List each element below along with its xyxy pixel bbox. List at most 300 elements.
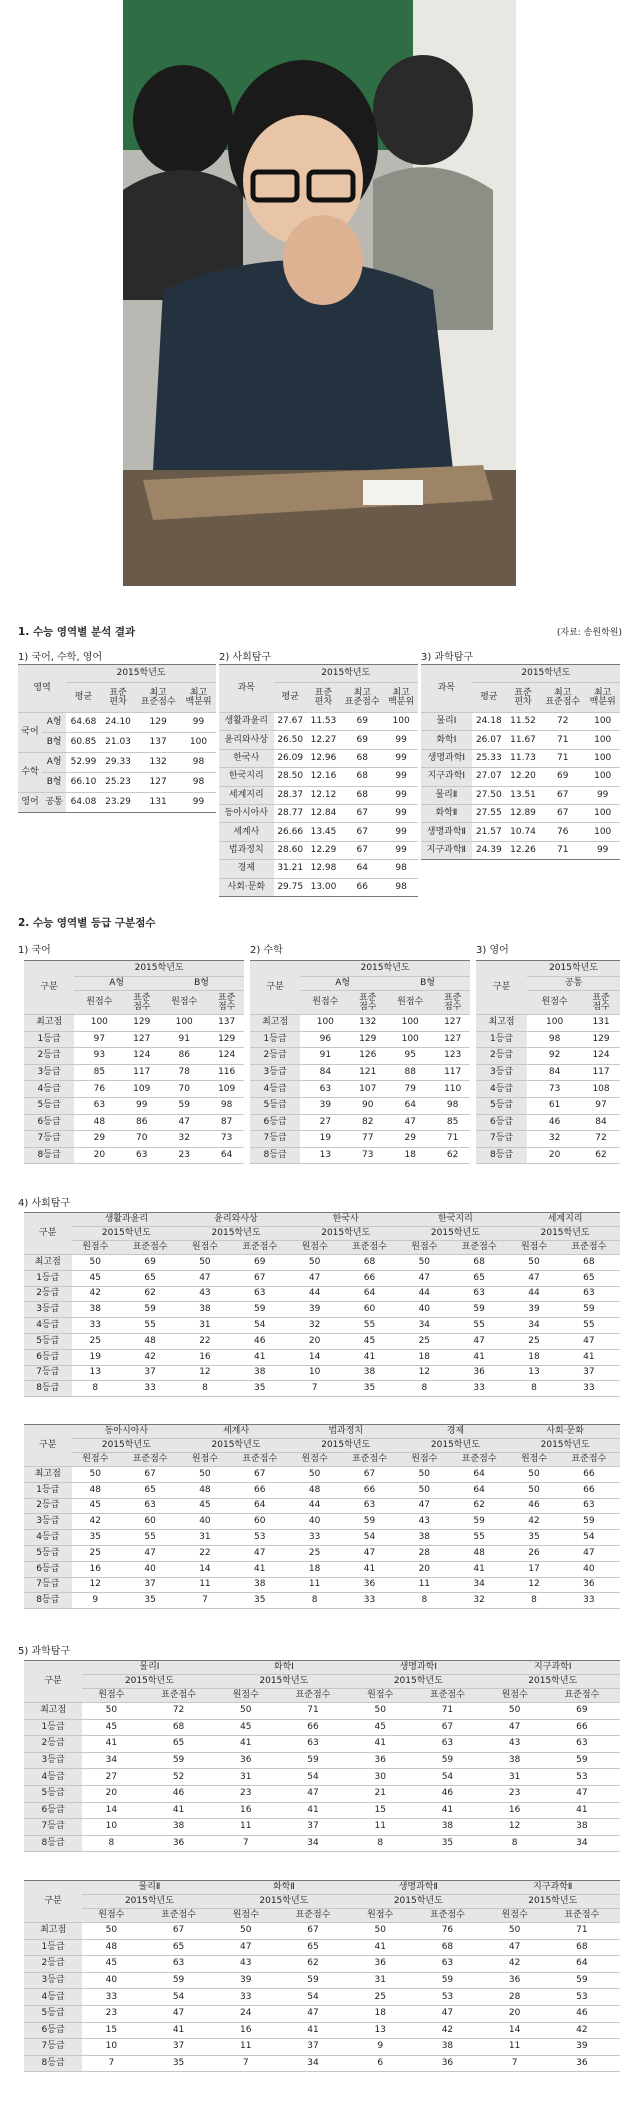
value-cell: 132 bbox=[350, 1015, 385, 1032]
value-cell: 44 bbox=[291, 1498, 339, 1514]
value-cell: 34 bbox=[448, 1577, 510, 1593]
exam-photo bbox=[123, 0, 516, 586]
header-subject: 경제 bbox=[401, 1425, 511, 1439]
table-row bbox=[24, 1514, 620, 1530]
value-cell: 137 bbox=[135, 733, 181, 753]
value-cell: 25.23 bbox=[101, 773, 136, 793]
value-cell: 59 bbox=[338, 1514, 400, 1530]
value-cell: 52.99 bbox=[66, 753, 101, 773]
table-row bbox=[250, 1097, 470, 1114]
row-grade: 1등급 bbox=[24, 1482, 72, 1498]
value-cell: 131 bbox=[582, 1015, 620, 1032]
value-cell: 20 bbox=[486, 2005, 544, 2022]
value-cell: 35 bbox=[510, 1530, 558, 1546]
value-cell: 37 bbox=[275, 2039, 351, 2056]
table-row bbox=[24, 1467, 620, 1483]
value-cell: 78 bbox=[159, 1064, 209, 1081]
value-cell: 28.60 bbox=[274, 841, 307, 859]
value-cell: 48 bbox=[448, 1545, 510, 1561]
value-cell: 18 bbox=[351, 2005, 409, 2022]
row-grade: 8등급 bbox=[24, 1835, 82, 1852]
value-cell: 99 bbox=[124, 1097, 159, 1114]
value-cell: 12 bbox=[181, 1365, 229, 1381]
value-cell: 46 bbox=[527, 1114, 582, 1131]
value-cell: 84 bbox=[582, 1114, 620, 1131]
value-cell: 121 bbox=[350, 1064, 385, 1081]
row-grade: 7등급 bbox=[24, 2039, 82, 2056]
header-cell: 표준 편차 bbox=[101, 683, 136, 713]
value-cell: 69 bbox=[119, 1255, 181, 1271]
value-cell: 27.67 bbox=[274, 713, 307, 731]
row-grade: 5등급 bbox=[24, 1785, 82, 1802]
value-cell: 25 bbox=[510, 1333, 558, 1349]
row-grade: 3등급 bbox=[476, 1064, 527, 1081]
value-cell: 99 bbox=[384, 786, 418, 804]
header-raw: 원점수 bbox=[351, 1909, 409, 1923]
value-cell: 12 bbox=[72, 1577, 120, 1593]
value-cell: 26 bbox=[510, 1545, 558, 1561]
row-subject: 지구과학Ⅰ bbox=[421, 768, 472, 786]
header-type-a: A형 bbox=[74, 977, 159, 991]
header-std: 표준점수 bbox=[409, 1689, 485, 1703]
table-row bbox=[24, 1064, 244, 1081]
value-cell: 50 bbox=[401, 1482, 449, 1498]
value-cell: 36 bbox=[338, 1577, 400, 1593]
value-cell: 71 bbox=[544, 1923, 620, 1940]
value-cell: 65 bbox=[140, 1939, 216, 1956]
value-cell: 26.66 bbox=[274, 823, 307, 841]
value-cell: 50 bbox=[401, 1467, 449, 1483]
value-cell: 38 bbox=[401, 1530, 449, 1546]
header-year: 2015학년도 bbox=[274, 665, 418, 683]
value-cell: 54 bbox=[338, 1530, 400, 1546]
value-cell: 100 bbox=[585, 713, 620, 731]
table-row bbox=[219, 878, 418, 896]
value-cell: 50 bbox=[72, 1255, 120, 1271]
value-cell: 16 bbox=[217, 1802, 275, 1819]
header-cell: 평균 bbox=[274, 683, 307, 713]
value-cell: 38 bbox=[486, 1752, 544, 1769]
value-cell: 42 bbox=[409, 2022, 485, 2039]
value-cell: 63 bbox=[275, 1736, 351, 1753]
value-cell: 37 bbox=[275, 1819, 351, 1836]
section1-title: 1. 수능 영역별 분석 결과 bbox=[18, 626, 136, 638]
table-row bbox=[24, 1227, 620, 1241]
value-cell: 18 bbox=[291, 1561, 339, 1577]
value-cell: 41 bbox=[409, 1802, 485, 1819]
value-cell: 71 bbox=[275, 1703, 351, 1720]
value-cell: 8 bbox=[486, 1835, 544, 1852]
value-cell: 43 bbox=[181, 1286, 229, 1302]
value-cell: 45 bbox=[72, 1498, 120, 1514]
value-cell: 50 bbox=[217, 1703, 275, 1720]
row-subject: 한국사 bbox=[219, 749, 274, 767]
row-grade: 6등급 bbox=[476, 1114, 527, 1131]
value-cell: 63 bbox=[558, 1498, 620, 1514]
value-cell: 16 bbox=[181, 1349, 229, 1365]
value-cell: 8 bbox=[401, 1381, 449, 1397]
header-cell: 표준 점수 bbox=[124, 991, 159, 1015]
header-year: 2015학년도 bbox=[72, 1227, 182, 1241]
value-cell: 62 bbox=[119, 1286, 181, 1302]
row-subject: 세계지리 bbox=[219, 786, 274, 804]
table-row bbox=[24, 1302, 620, 1318]
value-cell: 47 bbox=[229, 1545, 291, 1561]
row-subject: 물리Ⅱ bbox=[421, 786, 472, 804]
table-row bbox=[250, 961, 470, 977]
value-cell: 40 bbox=[181, 1514, 229, 1530]
value-cell: 35 bbox=[229, 1593, 291, 1609]
value-cell: 116 bbox=[209, 1064, 244, 1081]
value-cell: 22 bbox=[181, 1333, 229, 1349]
row-subject: 화학Ⅱ bbox=[421, 804, 472, 822]
header-year: 2015학년도 bbox=[291, 1439, 401, 1453]
table-row bbox=[250, 1031, 470, 1048]
value-cell: 24 bbox=[217, 2005, 275, 2022]
value-cell: 41 bbox=[275, 1802, 351, 1819]
header-cell: 표준 점수 bbox=[209, 991, 244, 1015]
table-row bbox=[24, 1703, 620, 1720]
value-cell: 25 bbox=[291, 1545, 339, 1561]
value-cell: 34 bbox=[401, 1318, 449, 1334]
header-std: 표준점수 bbox=[338, 1241, 400, 1255]
table-row bbox=[24, 1689, 620, 1703]
value-cell: 59 bbox=[558, 1302, 620, 1318]
value-cell: 59 bbox=[558, 1514, 620, 1530]
value-cell: 11 bbox=[486, 2039, 544, 2056]
row-subject: 화학Ⅰ bbox=[421, 731, 472, 749]
value-cell: 8 bbox=[181, 1381, 229, 1397]
header-year: 2015학년도 bbox=[74, 961, 244, 977]
value-cell: 99 bbox=[384, 749, 418, 767]
value-cell: 25 bbox=[72, 1545, 120, 1561]
value-cell: 60.85 bbox=[66, 733, 101, 753]
row-subject: 생명과학Ⅰ bbox=[421, 749, 472, 767]
value-cell: 47 bbox=[409, 2005, 485, 2022]
value-cell: 68 bbox=[544, 1939, 620, 1956]
row-grade: 4등급 bbox=[476, 1081, 527, 1098]
value-cell: 86 bbox=[124, 1114, 159, 1131]
row-grade: 7등급 bbox=[24, 1577, 72, 1593]
value-cell: 27.50 bbox=[472, 786, 506, 804]
header-cell: 원점수 bbox=[159, 991, 209, 1015]
value-cell: 45 bbox=[351, 1719, 409, 1736]
value-cell: 124 bbox=[124, 1048, 159, 1065]
value-cell: 76 bbox=[540, 823, 585, 841]
value-cell: 16 bbox=[486, 1802, 544, 1819]
value-cell: 124 bbox=[582, 1048, 620, 1065]
value-cell: 25 bbox=[72, 1333, 120, 1349]
value-cell: 68 bbox=[409, 1939, 485, 1956]
value-cell: 46 bbox=[544, 2005, 620, 2022]
header-subject: 물리Ⅰ bbox=[82, 1661, 216, 1675]
value-cell: 64 bbox=[209, 1147, 244, 1164]
row-grade: 5등급 bbox=[24, 1097, 74, 1114]
row-grade: 4등급 bbox=[24, 1081, 74, 1098]
value-cell: 41 bbox=[275, 2022, 351, 2039]
value-cell: 76 bbox=[74, 1081, 124, 1098]
header-std: 표준점수 bbox=[140, 1909, 216, 1923]
value-cell: 23 bbox=[217, 1785, 275, 1802]
value-cell: 8 bbox=[72, 1381, 120, 1397]
header-raw: 원점수 bbox=[82, 1909, 140, 1923]
row-grade: 7등급 bbox=[250, 1131, 300, 1148]
table-row bbox=[24, 1736, 620, 1753]
value-cell: 87 bbox=[209, 1114, 244, 1131]
row-grade: 4등급 bbox=[24, 1530, 72, 1546]
value-cell: 31 bbox=[181, 1530, 229, 1546]
value-cell: 65 bbox=[140, 1736, 216, 1753]
value-cell: 33 bbox=[291, 1530, 339, 1546]
value-cell: 63 bbox=[558, 1286, 620, 1302]
grade-table-english bbox=[476, 960, 620, 1164]
table-row bbox=[219, 841, 418, 859]
value-cell: 63 bbox=[448, 1286, 510, 1302]
value-cell: 12 bbox=[486, 1819, 544, 1836]
header-year: 2015학년도 bbox=[82, 1675, 216, 1689]
value-cell: 24.39 bbox=[472, 841, 506, 859]
header-year: 2015학년도 bbox=[291, 1227, 401, 1241]
row-grade: 1등급 bbox=[24, 1719, 82, 1736]
value-cell: 28.37 bbox=[274, 786, 307, 804]
value-cell: 18 bbox=[401, 1349, 449, 1365]
value-cell: 69 bbox=[540, 768, 585, 786]
summary-table-kor-math-eng bbox=[18, 664, 216, 813]
value-cell: 44 bbox=[510, 1286, 558, 1302]
value-cell: 41 bbox=[544, 1802, 620, 1819]
value-cell: 71 bbox=[540, 841, 585, 859]
value-cell: 50 bbox=[82, 1923, 140, 1940]
value-cell: 66 bbox=[338, 1270, 400, 1286]
table-row bbox=[421, 731, 620, 749]
kor-caption: 1) 국어 bbox=[18, 945, 51, 956]
value-cell: 46 bbox=[510, 1498, 558, 1514]
value-cell: 67 bbox=[229, 1467, 291, 1483]
table-row bbox=[24, 1923, 620, 1940]
value-cell: 11 bbox=[401, 1577, 449, 1593]
value-cell: 13 bbox=[351, 2022, 409, 2039]
row-grade: 2등급 bbox=[24, 1048, 74, 1065]
row-grade: 6등급 bbox=[250, 1114, 300, 1131]
social-caption: 4) 사회탐구 bbox=[18, 1198, 71, 1209]
value-cell: 47 bbox=[140, 2005, 216, 2022]
value-cell: 100 bbox=[585, 804, 620, 822]
value-cell: 73 bbox=[350, 1147, 385, 1164]
math-caption: 2) 수학 bbox=[250, 945, 283, 956]
value-cell: 11.53 bbox=[307, 713, 340, 731]
value-cell: 35 bbox=[140, 2055, 216, 2072]
value-cell: 36 bbox=[409, 2055, 485, 2072]
value-cell: 47 bbox=[448, 1333, 510, 1349]
header-cell: 표준 점수 bbox=[582, 991, 620, 1015]
table-row bbox=[24, 1365, 620, 1381]
value-cell: 100 bbox=[585, 731, 620, 749]
value-cell: 47 bbox=[401, 1270, 449, 1286]
value-cell: 50 bbox=[181, 1255, 229, 1271]
header-year: 2015학년도 bbox=[217, 1675, 351, 1689]
value-cell: 79 bbox=[385, 1081, 435, 1098]
value-cell: 99 bbox=[181, 793, 216, 813]
header-cell: 최고 백분위 bbox=[384, 683, 418, 713]
table-row bbox=[24, 1939, 620, 1956]
value-cell: 69 bbox=[229, 1255, 291, 1271]
value-cell: 67 bbox=[340, 804, 384, 822]
table-row bbox=[250, 1081, 470, 1098]
value-cell: 16 bbox=[217, 2022, 275, 2039]
table-row bbox=[476, 1131, 620, 1148]
header-subject: 생명과학Ⅱ bbox=[351, 1881, 485, 1895]
value-cell: 99 bbox=[585, 786, 620, 804]
value-cell: 64.68 bbox=[66, 713, 101, 733]
value-cell: 7 bbox=[291, 1381, 339, 1397]
value-cell: 32 bbox=[527, 1131, 582, 1148]
value-cell: 99 bbox=[384, 823, 418, 841]
header-std: 표준점수 bbox=[448, 1453, 510, 1467]
value-cell: 12.29 bbox=[307, 841, 340, 859]
value-cell: 71 bbox=[409, 1703, 485, 1720]
value-cell: 92 bbox=[527, 1048, 582, 1065]
grade-table-social-1 bbox=[24, 1212, 620, 1397]
value-cell: 64 bbox=[338, 1286, 400, 1302]
value-cell: 48 bbox=[291, 1482, 339, 1498]
value-cell: 20 bbox=[74, 1147, 124, 1164]
value-cell: 12 bbox=[401, 1365, 449, 1381]
value-cell: 14 bbox=[181, 1561, 229, 1577]
row-grade: 최고점 bbox=[250, 1015, 300, 1032]
header-year: 2015학년도 bbox=[181, 1227, 291, 1241]
row-grade: 8등급 bbox=[250, 1147, 300, 1164]
value-cell: 67 bbox=[140, 1923, 216, 1940]
header-year: 2015학년도 bbox=[401, 1227, 511, 1241]
table-row bbox=[219, 786, 418, 804]
row-grade: 3등급 bbox=[24, 1752, 82, 1769]
value-cell: 40 bbox=[291, 1514, 339, 1530]
value-cell: 47 bbox=[119, 1545, 181, 1561]
value-cell: 63 bbox=[119, 1498, 181, 1514]
value-cell: 44 bbox=[291, 1286, 339, 1302]
header-area: 과목 bbox=[219, 665, 274, 713]
value-cell: 23 bbox=[82, 2005, 140, 2022]
value-cell: 22 bbox=[181, 1545, 229, 1561]
header-raw: 원점수 bbox=[486, 1689, 544, 1703]
header-grade: 구분 bbox=[476, 961, 527, 1015]
value-cell: 18 bbox=[510, 1349, 558, 1365]
value-cell: 42 bbox=[72, 1514, 120, 1530]
value-cell: 38 bbox=[409, 1819, 485, 1836]
value-cell: 98 bbox=[181, 753, 216, 773]
value-cell: 68 bbox=[340, 786, 384, 804]
header-cell: 최고 표준점수 bbox=[340, 683, 384, 713]
header-subject: 지구과학Ⅰ bbox=[486, 1661, 620, 1675]
row-subject: 지구과학Ⅱ bbox=[421, 841, 472, 859]
value-cell: 41 bbox=[448, 1561, 510, 1577]
value-cell: 59 bbox=[159, 1097, 209, 1114]
value-cell: 23 bbox=[159, 1147, 209, 1164]
value-cell: 10 bbox=[291, 1365, 339, 1381]
table-row bbox=[421, 823, 620, 841]
value-cell: 12 bbox=[510, 1577, 558, 1593]
row-grade: 8등급 bbox=[24, 1593, 72, 1609]
source-note: (자료: 송원학원) bbox=[556, 628, 622, 638]
value-cell: 14 bbox=[486, 2022, 544, 2039]
table-row bbox=[24, 1270, 620, 1286]
value-cell: 11.73 bbox=[506, 749, 540, 767]
value-cell: 67 bbox=[119, 1467, 181, 1483]
value-cell: 117 bbox=[435, 1064, 470, 1081]
value-cell: 43 bbox=[486, 1736, 544, 1753]
value-cell: 72 bbox=[140, 1703, 216, 1720]
value-cell: 48 bbox=[119, 1333, 181, 1349]
row-grade: 1등급 bbox=[250, 1031, 300, 1048]
eng-caption: 3) 영어 bbox=[476, 945, 509, 956]
value-cell: 99 bbox=[384, 768, 418, 786]
value-cell: 50 bbox=[351, 1703, 409, 1720]
value-cell: 50 bbox=[72, 1467, 120, 1483]
value-cell: 33 bbox=[558, 1593, 620, 1609]
value-cell: 63 bbox=[300, 1081, 350, 1098]
value-cell: 69 bbox=[544, 1703, 620, 1720]
value-cell: 11 bbox=[181, 1577, 229, 1593]
header-std: 표준점수 bbox=[119, 1453, 181, 1467]
value-cell: 20 bbox=[401, 1561, 449, 1577]
value-cell: 99 bbox=[585, 841, 620, 859]
header-raw: 원점수 bbox=[217, 1689, 275, 1703]
header-cell: 평균 bbox=[472, 683, 506, 713]
value-cell: 84 bbox=[527, 1064, 582, 1081]
table-row bbox=[24, 1972, 620, 1989]
table-row bbox=[219, 860, 418, 878]
value-cell: 65 bbox=[119, 1270, 181, 1286]
value-cell: 69 bbox=[340, 731, 384, 749]
table-row bbox=[250, 1114, 470, 1131]
value-cell: 38 bbox=[140, 1819, 216, 1836]
value-cell: 91 bbox=[300, 1048, 350, 1065]
table-row bbox=[24, 1752, 620, 1769]
row-type: 공통 bbox=[42, 793, 66, 813]
table-row bbox=[219, 768, 418, 786]
row-grade: 5등급 bbox=[476, 1097, 527, 1114]
header-year: 2015학년도 bbox=[351, 1675, 485, 1689]
header-raw: 원점수 bbox=[181, 1241, 229, 1255]
header-std: 표준점수 bbox=[275, 1909, 351, 1923]
value-cell: 35 bbox=[338, 1381, 400, 1397]
value-cell: 71 bbox=[435, 1131, 470, 1148]
header-cell: 원점수 bbox=[74, 991, 124, 1015]
value-cell: 26.50 bbox=[274, 731, 307, 749]
header-year: 2015학년도 bbox=[66, 665, 216, 683]
header-raw: 원점수 bbox=[510, 1241, 558, 1255]
value-cell: 71 bbox=[540, 749, 585, 767]
value-cell: 40 bbox=[119, 1561, 181, 1577]
value-cell: 67 bbox=[229, 1270, 291, 1286]
value-cell: 50 bbox=[351, 1923, 409, 1940]
value-cell: 100 bbox=[585, 749, 620, 767]
value-cell: 64 bbox=[340, 860, 384, 878]
table-row bbox=[24, 1482, 620, 1498]
value-cell: 41 bbox=[448, 1349, 510, 1365]
value-cell: 13.00 bbox=[307, 878, 340, 896]
header-cell: 원점수 bbox=[527, 991, 582, 1015]
value-cell: 100 bbox=[74, 1015, 124, 1032]
header-raw: 원점수 bbox=[72, 1453, 120, 1467]
value-cell: 12.96 bbox=[307, 749, 340, 767]
value-cell: 64 bbox=[229, 1498, 291, 1514]
value-cell: 99 bbox=[384, 731, 418, 749]
row-subject: 생활과윤리 bbox=[219, 713, 274, 731]
value-cell: 54 bbox=[229, 1318, 291, 1334]
header-year: 2015학년도 bbox=[510, 1439, 620, 1453]
value-cell: 13 bbox=[72, 1365, 120, 1381]
